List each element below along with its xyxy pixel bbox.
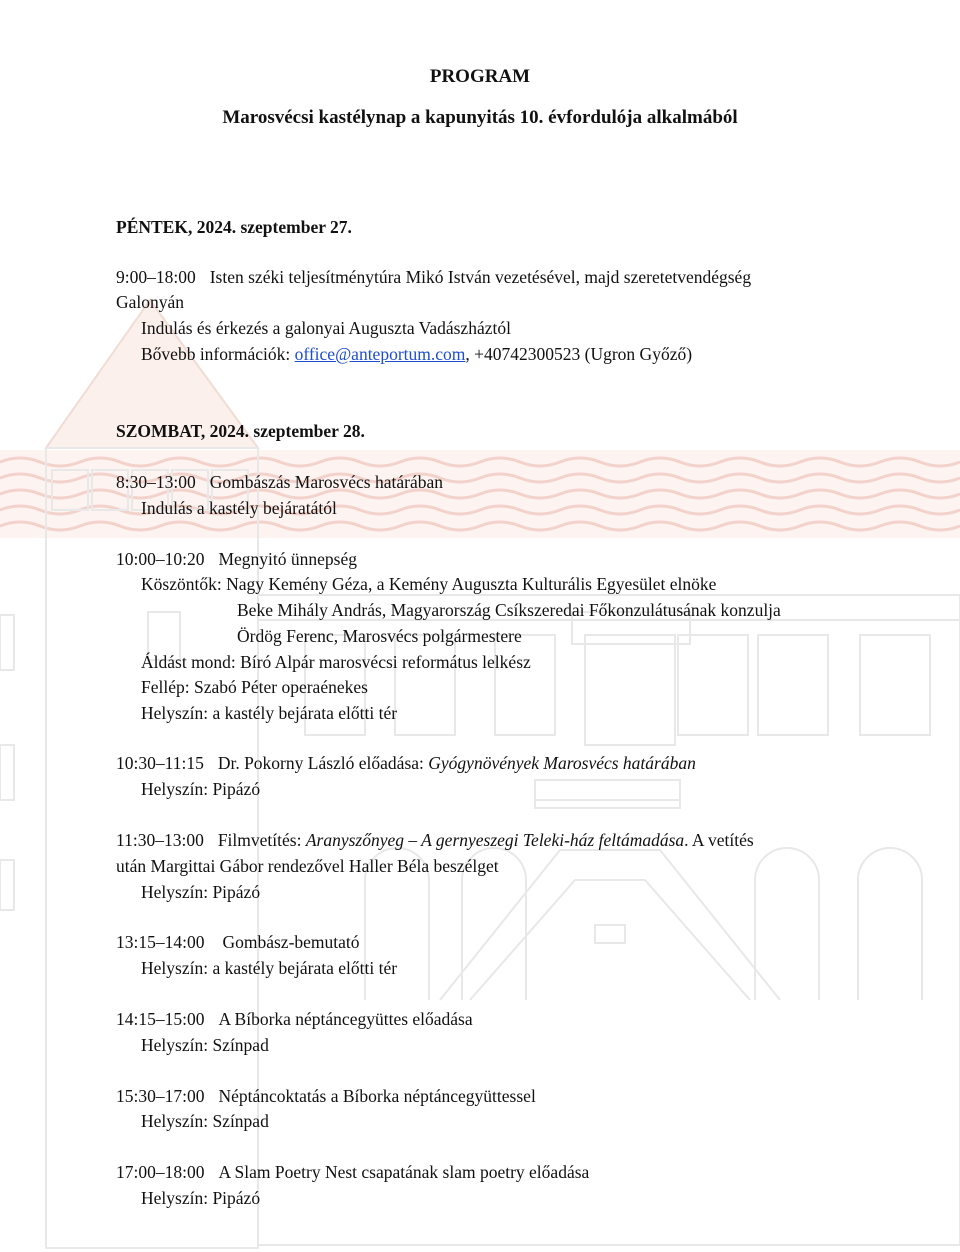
event-time: 11:30–13:00 bbox=[116, 830, 204, 850]
event-line bbox=[116, 471, 443, 493]
event-line bbox=[116, 931, 360, 953]
event-continuation: Galonyán bbox=[116, 292, 185, 312]
event-text: Dr. Pokorny László előadása: bbox=[217, 753, 424, 773]
event-text: Gombászás Marosvécs határában bbox=[209, 472, 443, 492]
event-line bbox=[116, 548, 357, 570]
event-line bbox=[116, 1008, 473, 1030]
event-text: A Bíborka néptáncegyüttes előadása bbox=[218, 1009, 473, 1029]
greeting-line: Köszöntők: Nagy Kemény Géza, a Kemény Auguszta Kulturális Egyesület elnöke bbox=[141, 574, 717, 594]
day-heading-saturday: SZOMBAT, 2024. szeptember 28. bbox=[116, 421, 365, 441]
event-place: Helyszín: Színpad bbox=[141, 1111, 269, 1131]
event-time: 14:15–15:00 bbox=[116, 1009, 205, 1029]
event-place: Helyszín: a kastély bejárata előtti tér bbox=[141, 703, 398, 723]
event-line bbox=[116, 266, 751, 288]
event-continuation: után Margittai Gábor rendezővel Haller Béla beszélget bbox=[116, 856, 499, 876]
greeting-line: Ördög Ferenc, Marosvécs polgármestere bbox=[237, 626, 522, 646]
event-place: Helyszín: Pipázó bbox=[141, 1188, 261, 1208]
event-text: Filmvetítés: bbox=[217, 830, 302, 850]
page-title: PROGRAM bbox=[429, 66, 531, 87]
page-subtitle: Marosvécsi kastélynap a kapunyitás 10. évfordulója alkalmából bbox=[222, 107, 738, 128]
event-time: 8:30–13:00 bbox=[116, 472, 196, 492]
event-text: Isten széki teljesítménytúra Mikó István vezetésével, majd szeretetvendégség bbox=[209, 267, 752, 287]
event-time: 17:00–18:00 bbox=[116, 1162, 205, 1182]
info-label: Bővebb információk: bbox=[141, 344, 291, 364]
event-text-rest: . A vetítés bbox=[684, 830, 754, 850]
event-departure: Indulás és érkezés a galonyai Auguszta Vadászháztól bbox=[141, 318, 511, 338]
event-info bbox=[141, 343, 692, 365]
event-text: Gombász-bemutató bbox=[222, 932, 360, 952]
performer-line: Fellép: Szabó Péter operaénekes bbox=[141, 677, 368, 697]
event-line bbox=[116, 1085, 536, 1107]
film-title: Aranyszőnyeg – A gernyeszegi Teleki-ház feltámadása bbox=[305, 830, 685, 850]
event-line bbox=[116, 1161, 589, 1183]
lecture-title: Gyógynövények Marosvécs határában bbox=[428, 753, 696, 773]
day-heading-friday: PÉNTEK, 2024. szeptember 27. bbox=[116, 217, 352, 237]
event-line bbox=[116, 752, 696, 774]
event-text: A Slam Poetry Nest csapatának slam poetry előadása bbox=[218, 1162, 590, 1182]
event-text: Néptáncoktatás a Bíborka néptáncegyüttessel bbox=[218, 1086, 536, 1106]
event-place: Helyszín: Színpad bbox=[141, 1035, 269, 1055]
greeting-line: Beke Mihály András, Magyarország Csíkszeredai Főkonzulátusának konzulja bbox=[237, 600, 781, 620]
event-time: 9:00–18:00 bbox=[116, 267, 196, 287]
event-place: Helyszín: Pipázó bbox=[141, 882, 261, 902]
event-place: Helyszín: Pipázó bbox=[141, 779, 261, 799]
event-time: 10:30–11:15 bbox=[116, 753, 204, 773]
event-time: 10:00–10:20 bbox=[116, 549, 205, 569]
event-departure: Indulás a kastély bejáratától bbox=[141, 498, 337, 518]
event-line bbox=[116, 829, 754, 851]
event-text: Megnyitó ünnepség bbox=[218, 549, 358, 569]
blessing-line: Áldást mond: Bíró Alpár marosvécsi református lelkész bbox=[141, 652, 531, 672]
info-contact: , +40742300523 (Ugron Győző) bbox=[465, 344, 693, 364]
event-time: 13:15–14:00 bbox=[116, 932, 205, 952]
event-time: 15:30–17:00 bbox=[116, 1086, 205, 1106]
event-place: Helyszín: a kastély bejárata előtti tér bbox=[141, 958, 398, 978]
email-link[interactable]: office@anteportum.com bbox=[294, 344, 466, 364]
